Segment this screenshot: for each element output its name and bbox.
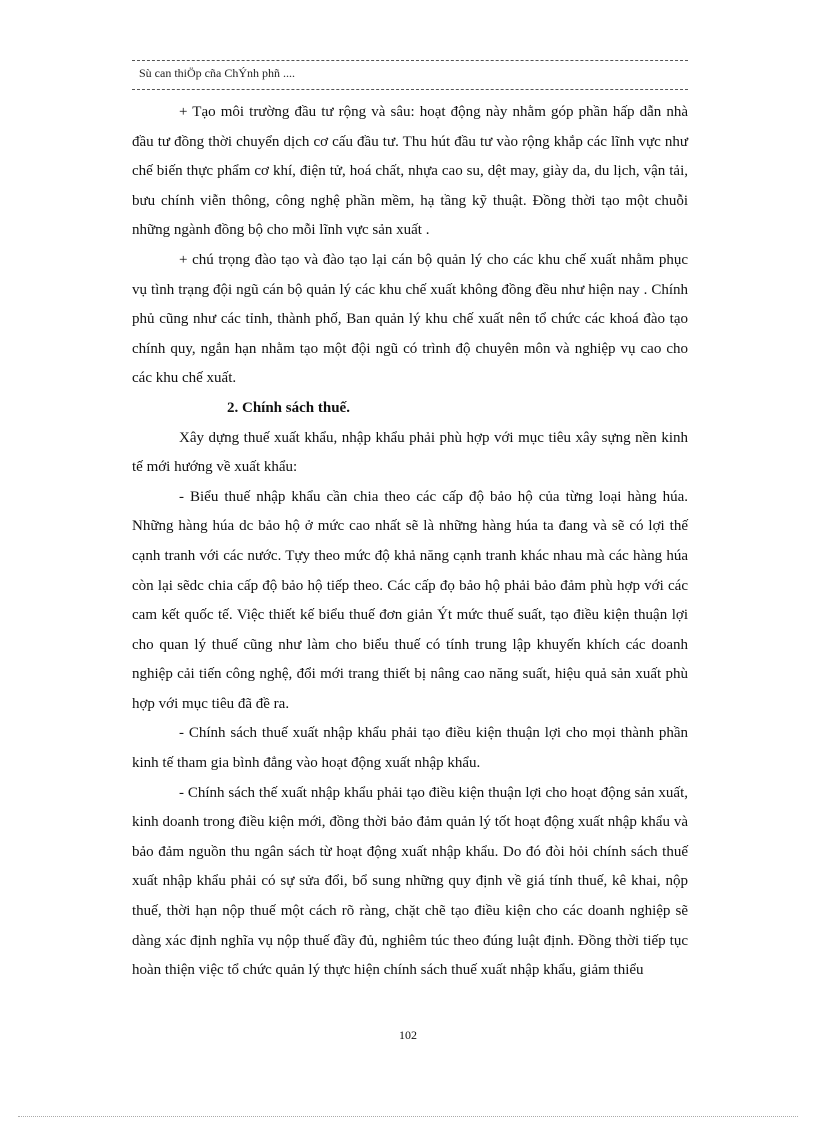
paragraph: + chú trọng đào tạo và đào tạo lại cán bộ quản lý cho các khu chế xuất nhằm phục vụ tình trạng đội ngũ cán bộ quản lý các khu chế xuất không đồng đều như hiện nay . Chính phủ cũng như các tỉnh, thành phố, Ban quản lý khu chế xuất nên tổ chức các khoá đào tạo chính quy, ngắn hạn nhằm tạo một đội ngũ có trình độ chuyên môn và nghiệp vụ cao cho các khu chế xuất. (132, 251, 688, 387)
paragraph: + Tạo môi trường đầu tư rộng và sâu: hoạt động này nhằm góp phần hấp dẫn nhà đầu tư đồng thời chuyển dịch cơ cấu đầu tư. Thu hút đầu tư vào rộng khắp các lĩnh vực như chế biến thực phẩm cơ khí, điện tử, hoá chất, nhựa cao su, dệt may, giày da, du lịch, vận tải, bưu chính viễn thông, công nghệ phần mềm, hạ tầng kỹ thuật. Đồng thời tạo một chuỗi những ngành đồng bộ cho mỗi lĩnh vực sản xuất . (132, 104, 688, 239)
paragraph: - Chính sách thuế xuất nhập khẩu phải tạo điều kiện thuận lợi cho mọi thành phần kinh tế tham gia bình đẳng vào hoạt động xuất nhập khẩu. (132, 725, 688, 772)
header-bottom-rule (132, 89, 688, 90)
document-body (132, 98, 688, 986)
paragraph: - Chính sách thế xuất nhập khẩu phải tạo điều kiện thuận lợi cho hoạt động sản xuất, kinh doanh trong điều kiện mới, đồng thời bảo đảm quản lý tốt hoạt động xuất nhập khẩu và bảo đảm nguồn thu ngân sách từ hoạt động xuất nhập khẩu. Do đó đòi hỏi chính sách thuế xuất nhập khẩu phải có sự sửa đổi, bổ sung những quy định về giá tính thuế, kê khai, nộp thuế, thời hạn nộp thuế một cách rõ ràng, chặt chẽ tạo điều kiện cho các doanh nghiệp sẽ dàng xác định nghĩa vụ nộp thuế đầy đủ, nghiêm túc theo đúng luật định. Đồng thời tiếp tục hoàn thiện việc tổ chức quản lý thực hiện chính sách thuế xuất nhập khẩu, giảm thiểu (132, 784, 688, 979)
footer-rule (18, 1116, 798, 1117)
section-heading: 2. Chính sách thuế. (227, 399, 350, 416)
running-header: Sù can thiÖp cña ChÝnh phñ .... (139, 66, 295, 80)
page-number: 102 (399, 1028, 417, 1042)
header-top-rule (132, 60, 688, 61)
paragraph: Xây dựng thuế xuất khẩu, nhập khẩu phải phù hợp với mục tiêu xây sựng nền kinh tế mới hướng về xuất khẩu: (132, 429, 688, 476)
paragraph: - Biểu thuế nhập khẩu cần chia theo các cấp độ bảo hộ của từng loại hàng húa. Những hàng húa dc bảo hộ ở mức cao nhất sẽ là những hàng húa ta đang và sẽ có lợi thế cạnh tranh với các nước. Tựy theo mức độ khả năng cạnh tranh khác nhau mà các hàng húa còn lại sẽdc chia cấp độ bảo hộ tiếp theo. Các cấp đọ bảo hộ phải bảo đảm phù hợp với các cam kết quốc tế. Việc thiết kế biểu thuế đơn giản Ýt mức thuế suất, tạo điều kiện thuận lợi cho quan lý thuế cũng như làm cho biểu thuế có tính trung lập khuyến khích các doanh nghiệp cải tiến công nghệ, đổi mới trang thiết bị nâng cao năng suất, hiệu quả sản xuất phù hợp với mục tiêu đã đề ra. (132, 488, 688, 712)
